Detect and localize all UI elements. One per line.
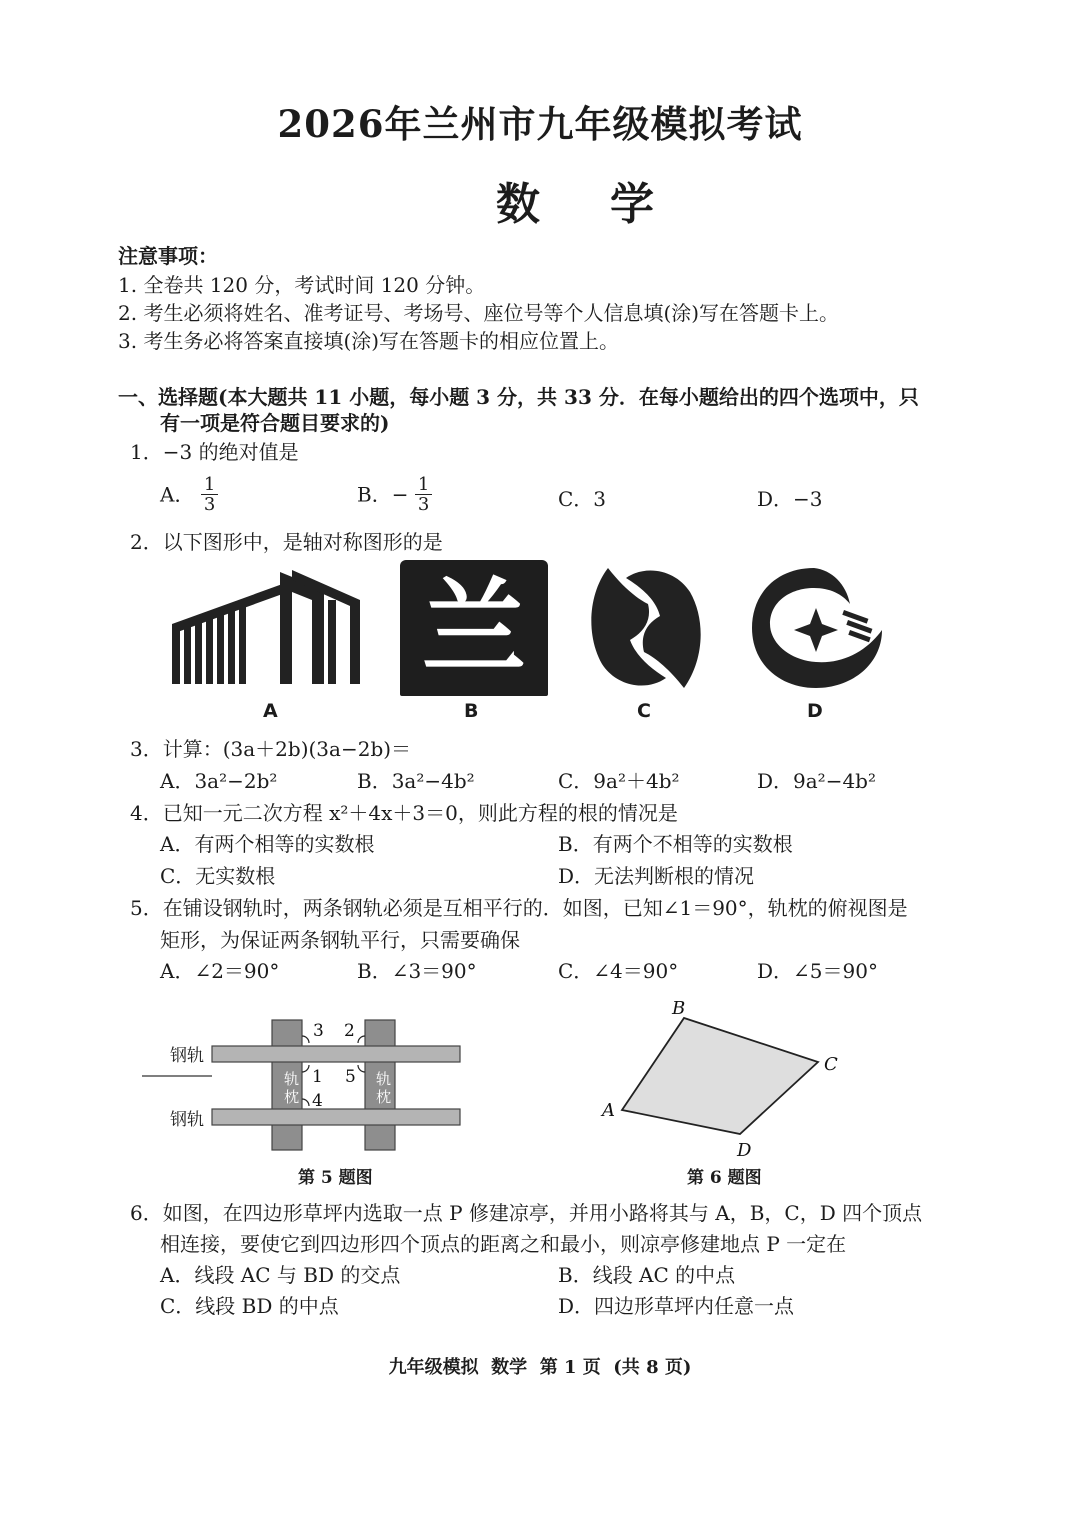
q2-figure-c-emblem xyxy=(586,564,704,692)
q5-option-b: B．∠3＝90° xyxy=(357,959,477,983)
q6-option-d: D．四边形草坪内任意一点 xyxy=(558,1294,795,1318)
fig5-angle-4: 4 xyxy=(312,1091,323,1111)
rail-bottom xyxy=(212,1109,460,1125)
fig5-sleeper-right-char1: 轨 xyxy=(376,1070,392,1088)
q6-stem-line2: 相连接，要使它到四边形四个顶点的距离之和最小，则凉亭修建地点 P 一定在 xyxy=(160,1232,847,1256)
q1-b-denominator: 3 xyxy=(417,494,430,515)
q6-option-a: A．线段 AC 与 BD 的交点 xyxy=(160,1263,401,1287)
fig6-vertex-a: A xyxy=(602,1100,615,1121)
q1-option-b-fraction xyxy=(415,475,432,514)
q5-option-a: A．∠2＝90° xyxy=(160,959,280,983)
fig5-sleeper-left-char2: 枕 xyxy=(284,1088,300,1106)
q1-option-d: D．−3 xyxy=(757,487,823,511)
q3-option-a: A．3a²−2b² xyxy=(160,769,278,793)
q1-stem: 1．−3 的绝对值是 xyxy=(130,440,299,464)
q1-option-a xyxy=(160,475,218,514)
q3-option-c: C．9a²＋4b² xyxy=(558,769,680,793)
fig5-sleeper-left-char1: 轨 xyxy=(284,1070,300,1088)
q2-label-b: B xyxy=(464,700,479,722)
fig6-caption: 第 6 题图 xyxy=(687,1168,762,1188)
q1-option-a-label: A． xyxy=(160,482,195,507)
fig5-angle-5: 5 xyxy=(345,1067,356,1087)
fig5-caption: 第 5 题图 xyxy=(298,1168,373,1188)
fig5-rail-top-label: 钢轨 xyxy=(170,1046,204,1066)
q1-b-numerator: 1 xyxy=(415,475,432,495)
q4-option-d: D．无法判断根的情况 xyxy=(558,864,755,888)
q2-label-d: D xyxy=(807,700,823,722)
quadrilateral-lawn xyxy=(622,1018,818,1134)
q5-option-d: D．∠5＝90° xyxy=(757,959,878,983)
page-footer: 九年级模拟 数学 第 1 页 (共 8 页) xyxy=(388,1357,692,1378)
q4-option-b: B．有两个不相等的实数根 xyxy=(558,832,793,856)
notes-heading: 注意事项： xyxy=(118,244,218,268)
fig5-angle-2: 2 xyxy=(344,1021,355,1041)
q2-figure-b-emblem xyxy=(400,560,548,696)
fig5-angle-3: 3 xyxy=(313,1021,324,1041)
q2-stem: 2．以下图形中，是轴对称图形的是 xyxy=(130,530,443,554)
notes-item-2: 2. 考生必须将姓名、准考证号、考场号、座位号等个人信息填(涂)写在答题卡上。 xyxy=(118,301,840,325)
fig5-rail-bottom-label: 钢轨 xyxy=(170,1110,204,1130)
q1-a-numerator: 1 xyxy=(201,475,218,495)
q2-figure-d-emblem xyxy=(750,564,890,692)
q2-figure-b-glyph: 兰 xyxy=(421,567,526,689)
figure-6 xyxy=(590,998,850,1162)
q6-stem-line1: 6．如图，在四边形草坪内选取一点 P 修建凉亭，并用小路将其与 A，B，C，D 四个顶点 xyxy=(130,1201,923,1225)
q3-option-d: D．9a²−4b² xyxy=(757,769,877,793)
q3-option-b: B．3a²−4b² xyxy=(357,769,475,793)
q4-option-c: C．无实数根 xyxy=(160,864,276,888)
q2-label-a: A xyxy=(263,700,278,722)
section-1-heading-cont: 有一项是符合题目要求的) xyxy=(160,411,390,435)
q1-option-b xyxy=(357,475,432,514)
notes-item-3: 3. 考生务必将答案直接填(涂)写在答题卡的相应位置上。 xyxy=(118,329,620,353)
q2-figure-a-building xyxy=(168,566,364,690)
q5-option-c: C．∠4＝90° xyxy=(558,959,679,983)
q6-option-b: B．线段 AC 的中点 xyxy=(558,1263,736,1287)
fig6-vertex-b: B xyxy=(672,998,686,1019)
q3-stem: 3．计算：(3a＋2b)(3a−2b)＝ xyxy=(130,737,412,761)
q1-option-a-fraction xyxy=(201,475,218,514)
q5-stem-line1: 5．在铺设钢轨时，两条钢轨必须是互相平行的．如图，已知∠1＝90°，轨枕的俯视图是 xyxy=(130,896,908,920)
section-1-heading: 一、选择题(本大题共 11 小题，每小题 3 分，共 33 分．在每小题给出的四个选项中，只 xyxy=(118,385,919,409)
fig6-vertex-d: D xyxy=(737,1140,752,1161)
q4-option-a: A．有两个相等的实数根 xyxy=(160,832,375,856)
fig5-angle-1: 1 xyxy=(312,1067,323,1087)
q1-option-b-label: B．− xyxy=(357,482,409,507)
q1-option-c: C．3 xyxy=(558,487,607,511)
rail-top xyxy=(212,1046,460,1062)
q6-option-c: C．线段 BD 的中点 xyxy=(160,1294,339,1318)
q5-stem-line2: 矩形，为保证两条钢轨平行，只需要确保 xyxy=(160,928,520,952)
figure-5 xyxy=(140,1014,470,1156)
subject-title: 数学 xyxy=(496,179,724,230)
fig6-vertex-c: C xyxy=(824,1054,838,1075)
exam-title: 2026年兰州市九年级模拟考试 xyxy=(277,102,803,146)
q2-label-c: C xyxy=(637,700,651,722)
q4-stem: 4．已知一元二次方程 x²＋4x＋3＝0，则此方程的根的情况是 xyxy=(130,801,678,825)
notes-item-1: 1. 全卷共 120 分，考试时间 120 分钟。 xyxy=(118,273,486,297)
fig5-sleeper-right-char2: 枕 xyxy=(376,1088,392,1106)
q1-a-denominator: 3 xyxy=(203,494,216,515)
